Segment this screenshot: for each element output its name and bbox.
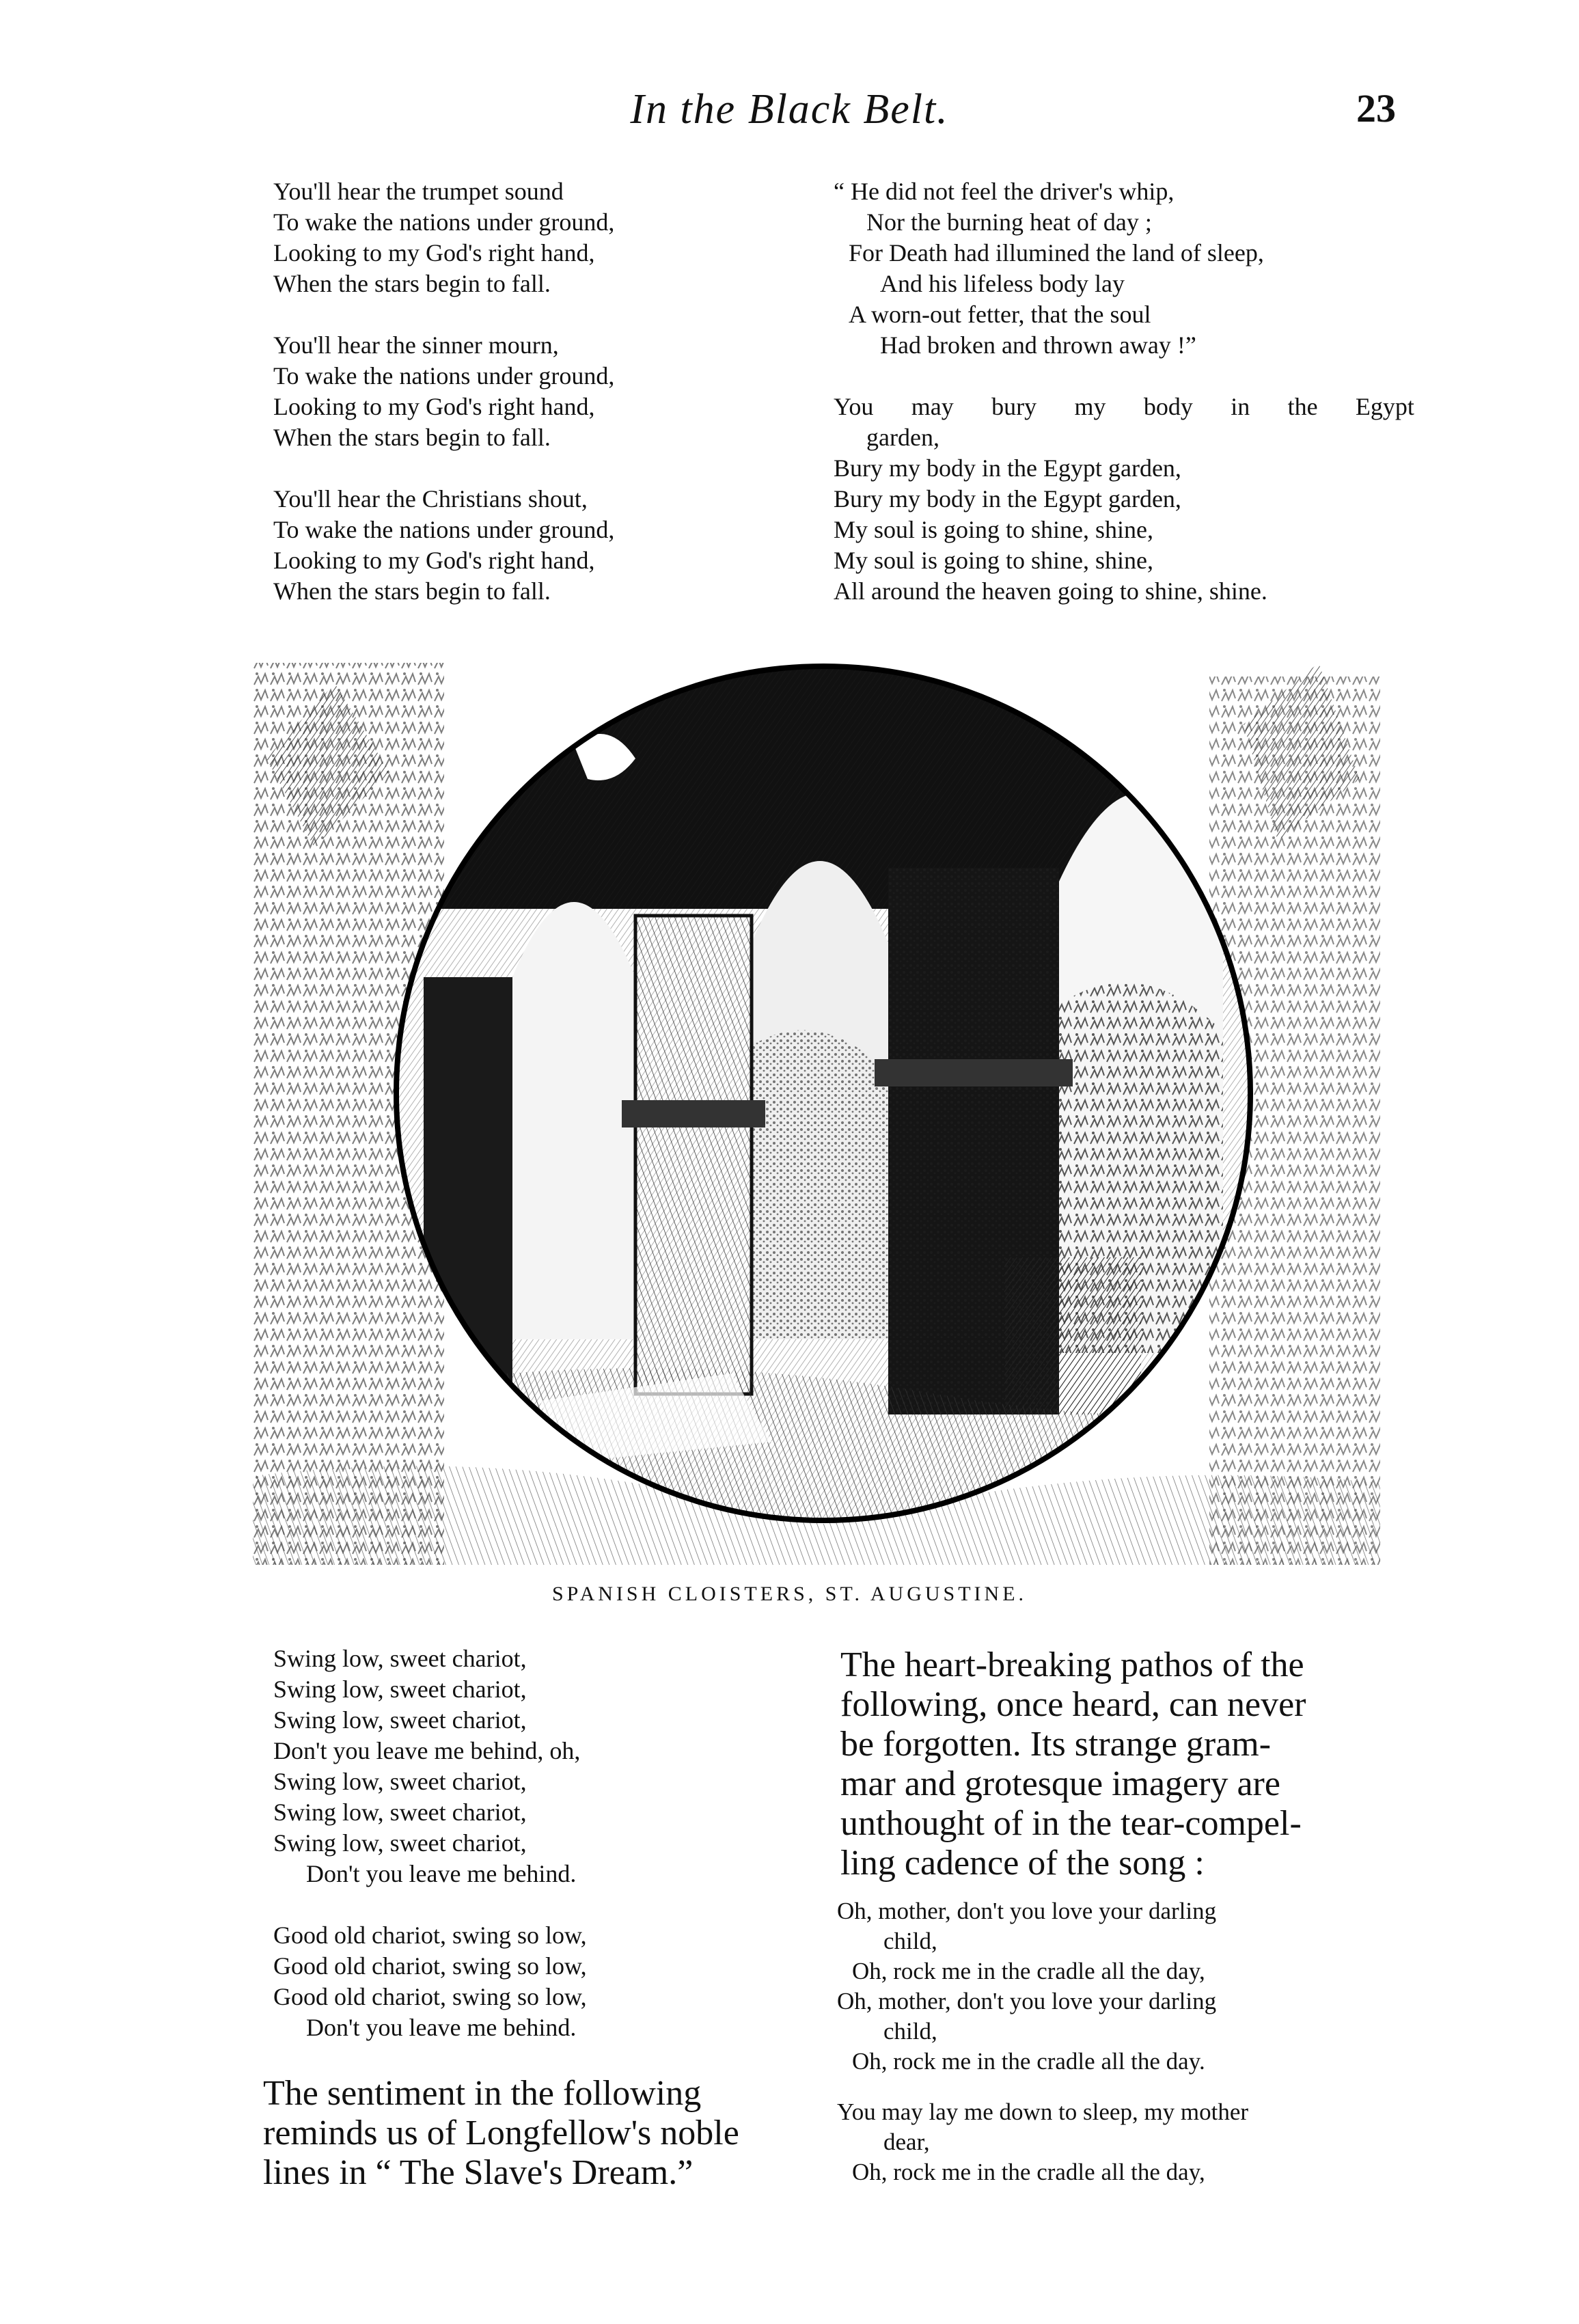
poem-line: Had broken and thrown away !” [880,331,1196,359]
poem-line: Don't you leave me behind. [306,2014,577,2041]
poem-line: Swing low, sweet chariot, [273,1676,527,1703]
poem-word: my [1074,393,1106,420]
poem-stanza [834,392,1414,607]
poem-line: Oh, mother, don't you love your darling [837,1898,1217,1924]
poem-line: Oh, rock me in the cradle all the day. [852,2048,1205,2075]
poem-line: Looking to my God's right hand, [273,393,595,420]
poem-word: the [1287,393,1318,420]
poem-line: Nor the burning heat of day ; [866,208,1152,236]
poem-line: Don't you leave me behind, oh, [273,1737,581,1764]
prose-line: mar and grotesque imagery are [840,1764,1280,1803]
poem-stanza [273,484,614,607]
poem-word: may [911,393,954,420]
prose-line: lines in “ The Slave's Dream.” [263,2153,694,2192]
poem-word: in [1231,393,1250,420]
poem-line: “ He did not feel the driver's whip, [834,178,1175,205]
spanish-cloisters-engraving [253,622,1380,1565]
poem-line: dear, [883,2129,930,2155]
bottom-right-prose [840,1645,1421,1883]
poem-word: Egypt [1355,393,1414,420]
top-left-poem [273,176,614,638]
poem-line: To wake the nations under ground, [273,208,615,236]
bottom-right-poem [837,1896,1248,2187]
bottom-left-prose [263,2074,803,2193]
poem-line: Swing low, sweet chariot, [273,1645,527,1672]
poem-stanza [273,1920,587,2043]
poem-line: Don't you leave me behind. [306,1860,577,1887]
prose-line: The heart-breaking pathos of the [840,1645,1304,1684]
prose-line: unthought of in the tear-compel- [840,1804,1302,1843]
poem-line: Oh, rock me in the cradle all the day, [852,2159,1205,2185]
poem-line: child, [883,1928,937,1954]
poem-line: Swing low, sweet chariot, [273,1799,527,1826]
prose-line: reminds us of Longfellow's noble [263,2114,739,2152]
poem-line: Looking to my God's right hand, [273,239,595,266]
bottom-left-poem [273,1643,587,2074]
prose-line: be forgotten. Its strange gram- [840,1725,1272,1764]
poem-stanza [273,1643,587,1889]
poem-line: Good old chariot, swing so low, [273,1922,587,1949]
prose-line: following, once heard, can never [840,1685,1306,1724]
poem-line: And his lifeless body lay [880,270,1125,297]
prose-line: ling cadence of the song : [840,1844,1205,1883]
poem-line: Oh, rock me in the cradle all the day, [852,1958,1205,1984]
poem-stanza [273,176,614,299]
illustration-caption: SPANISH CLOISTERS, ST. AUGUSTINE. [551,1583,1028,1605]
poem-line: Looking to my God's right hand, [273,547,595,574]
poem-line: To wake the nations under ground, [273,516,615,543]
poem-line: When the stars begin to fall. [273,424,551,451]
poem-stanza [834,176,1414,361]
poem-line: Bury my body in the Egypt garden, [834,454,1181,482]
poem-word: You [834,393,874,420]
poem-line: Swing low, sweet chariot, [273,1829,527,1857]
poem-line: Oh, mother, don't you love your darling [837,1988,1217,2014]
poem-line: When the stars begin to fall. [273,270,551,297]
poem-line: You'll hear the sinner mourn, [273,331,559,359]
poem-line: My soul is going to shine, shine, [834,547,1154,574]
poem-line: Bury my body in the Egypt garden, [834,485,1181,512]
poem-line: You may lay me down to sleep, my mother [837,2099,1249,2125]
page-number: 23 [1356,86,1396,131]
poem-line: Good old chariot, swing so low, [273,1983,587,2010]
poem-line: For Death had illumined the land of sleep, [849,239,1264,266]
poem-line: When the stars begin to fall. [273,577,551,605]
poem-line: Good old chariot, swing so low, [273,1952,587,1980]
poem-line: Swing low, sweet chariot, [273,1768,527,1795]
poem-word: bury [991,393,1037,420]
prose-line: The sentiment in the following [263,2074,702,2113]
poem-line: child, [883,2018,937,2045]
poem-word: body [1143,393,1193,420]
poem-line: You'll hear the Christians shout, [273,485,588,512]
poem-stanza [273,330,614,453]
poem-line: To wake the nations under ground, [273,362,615,389]
poem-line: garden, [866,424,939,451]
running-header-title: In the Black Belt. [630,86,949,133]
top-right-poem [834,176,1414,638]
poem-line: Swing low, sweet chariot, [273,1706,527,1734]
poem-line: All around the heaven going to shine, shine. [834,577,1267,605]
poem-line: My soul is going to shine, shine, [834,516,1154,543]
poem-line: You'll hear the trumpet sound [273,178,564,205]
poem-line-justified [834,392,1414,422]
poem-line: A worn-out fetter, that the soul [849,301,1151,328]
